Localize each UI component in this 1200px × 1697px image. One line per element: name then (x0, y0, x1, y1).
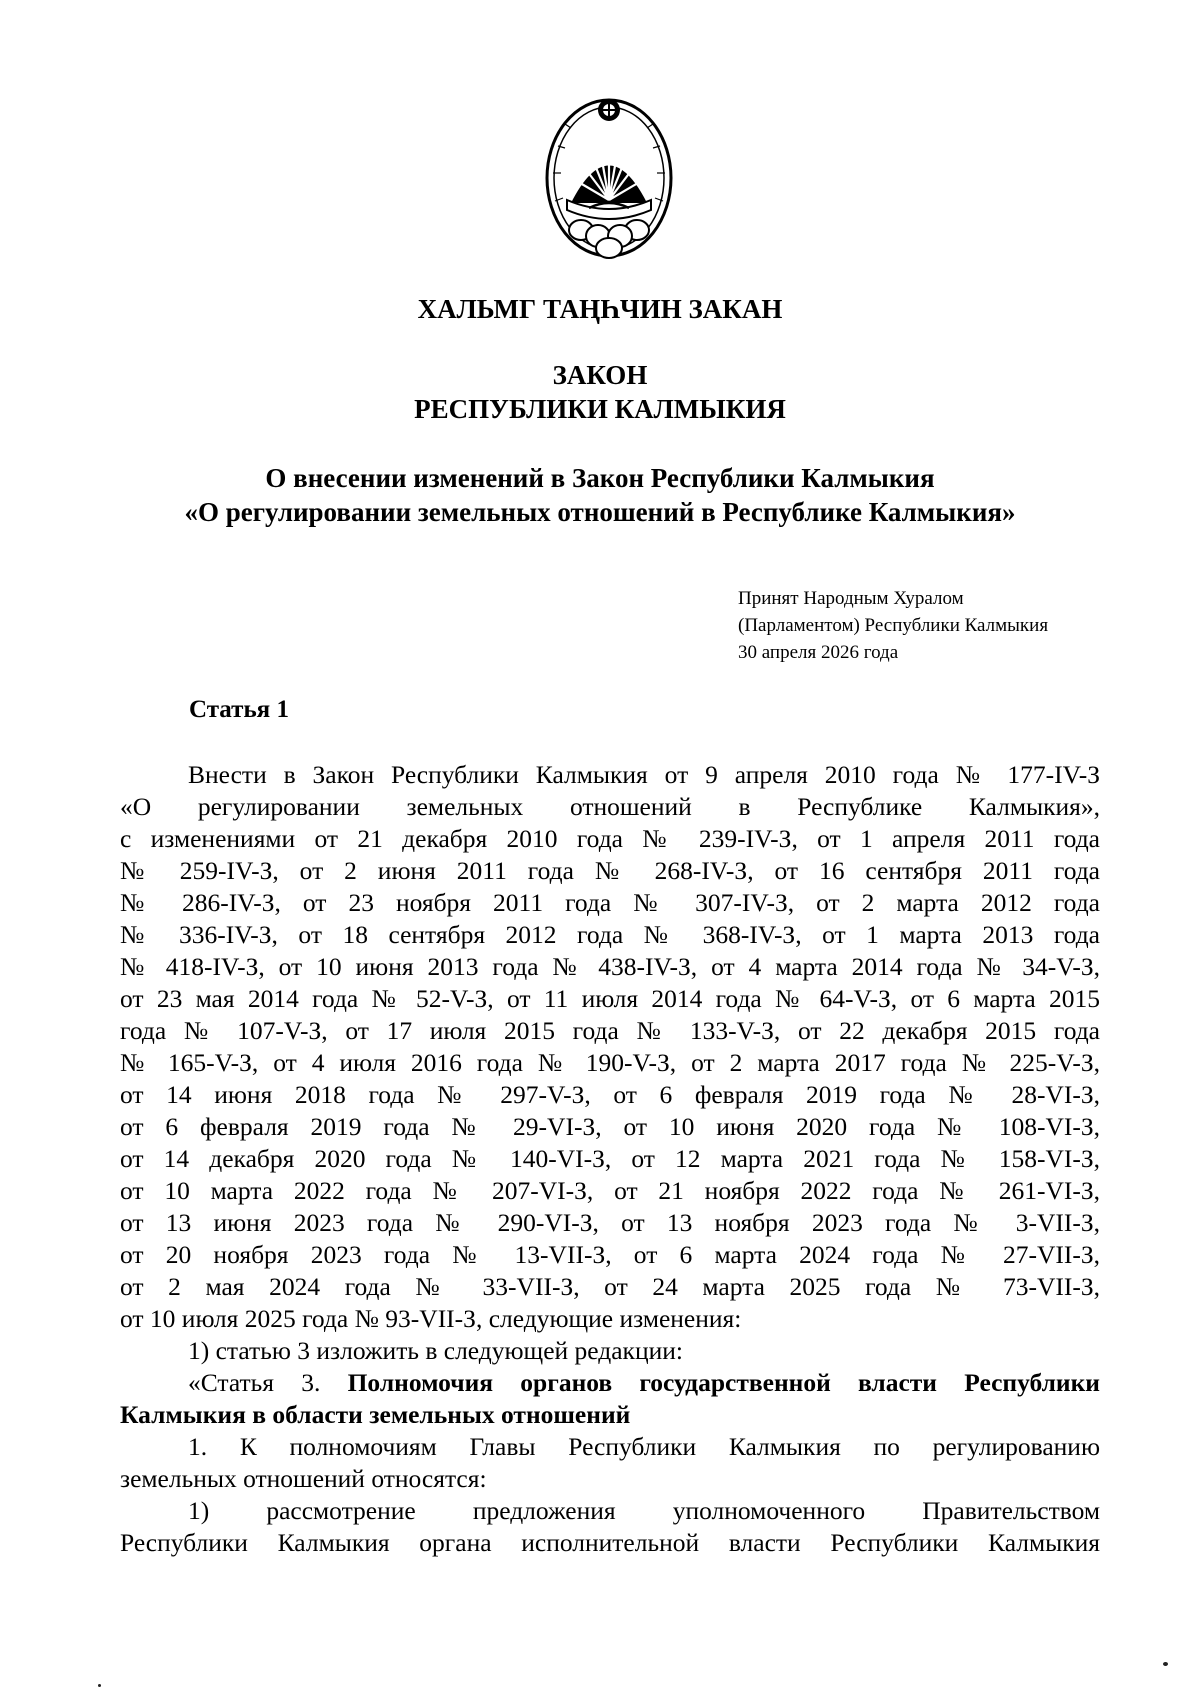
body-line: от 14 июня 2018 года № 297-V-З, от 6 февраля 2019 года № 28-VI-З, (120, 1080, 1100, 1109)
body-line: «О регулировании земельных отношений в Республике Калмыкия», (120, 792, 1100, 821)
body-line: с изменениями от 21 декабря 2010 года № 239-IV-З, от 1 апреля 2011 года (120, 824, 1100, 853)
subject-line-2: «О регулировании земельных отношений в Республике Калмыкия» (184, 497, 1016, 527)
republic-name: РЕСПУБЛИКИ КАЛМЫКИЯ (414, 394, 786, 424)
article-body (120, 759, 1100, 1559)
body-line: от 13 июня 2023 года № 290-VI-З, от 13 ноября 2023 года № 3-VII-З, (120, 1208, 1100, 1237)
kalmyk-law-title: ХАЛЬМГ ТАҢҺЧИН ЗАКАН (417, 294, 783, 324)
scan-speck (98, 1684, 101, 1687)
kalmykia-coat-of-arms-emblem (541, 88, 677, 264)
adoption-note (738, 585, 1048, 666)
article-3-prefix: «Статья 3. (188, 1368, 348, 1397)
body-line: № 418-IV-З, от 10 июня 2013 года № 438-IV-З, от 4 марта 2014 года № 34-V-З, (120, 952, 1100, 981)
body-line: № 286-IV-З, от 23 ноября 2011 года № 307-IV-З, от 2 марта 2012 года (120, 888, 1100, 917)
adoption-line-2: (Парламентом) Республики Калмыкия (738, 615, 1049, 636)
body-line: 1) статью 3 изложить в следующей редакции: (188, 1336, 683, 1365)
body-line: 1. К полномочиям Главы Республики Калмыкия по регулированию (188, 1432, 1100, 1461)
article-3-title-line-2 (120, 1399, 1100, 1431)
body-line: года № 107-V-З, от 17 июля 2015 года № 133-V-З, от 22 декабря 2015 года (120, 1016, 1100, 1045)
body-line: от 10 июля 2025 года № 93-VII-З, следующие изменения: (120, 1304, 742, 1333)
body-line: от 6 февраля 2019 года № 29-VI-З, от 10 июня 2020 года № 108-VI-З, (120, 1112, 1100, 1141)
body-line: от 10 марта 2022 года № 207-VI-З, от 21 ноября 2022 года № 261-VI-З, (120, 1176, 1100, 1205)
body-line: Внести в Закон Республики Калмыкия от 9 апреля 2010 года № 177-IV-З (188, 760, 1100, 789)
body-line: № 336-IV-З, от 18 сентября 2012 года № 368-IV-З, от 1 марта 2013 года (120, 920, 1100, 949)
law-title-block (0, 358, 1200, 426)
body-line: № 259-IV-З, от 2 июня 2011 года № 268-IV-З, от 16 сентября 2011 года (120, 856, 1100, 885)
article-3-title-line-1 (120, 1367, 1100, 1399)
article-heading: Статья 1 (189, 696, 289, 723)
subject-line-1: О внесении изменений в Закон Республики Калмыкия (265, 463, 935, 493)
body-line: земельных отношений относятся: (120, 1464, 487, 1493)
body-line: от 23 мая 2014 года № 52-V-З, от 11 июля 2014 года № 64-V-З, от 6 марта 2015 (120, 984, 1100, 1013)
body-line: от 20 ноября 2023 года № 13-VII-З, от 6 марта 2024 года № 27-VII-З, (120, 1240, 1100, 1269)
body-line: от 2 мая 2024 года № 33-VII-З, от 24 марта 2025 года № 73-VII-З, (120, 1272, 1100, 1301)
emblem-icon (541, 88, 677, 264)
adoption-date: 30 апреля 2026 года (738, 642, 899, 663)
scan-speck (1163, 1662, 1168, 1666)
law-subject (0, 461, 1200, 529)
body-line: Республики Калмыкия органа исполнительной власти Республики Калмыкия (120, 1528, 1100, 1557)
body-line: 1) рассмотрение предложения уполномоченного Правительством (188, 1496, 1100, 1525)
adoption-line-1: Принят Народным Хуралом (738, 588, 964, 609)
article-3-title-part-2: Калмыкия в области земельных отношений (120, 1400, 631, 1429)
article-3-title-part-1: Полномочия органов государственной власти Республики (347, 1368, 1101, 1397)
body-line: № 165-V-З, от 4 июля 2016 года № 190-V-З, от 2 марта 2017 года № 225-V-З, (120, 1048, 1100, 1077)
body-line: от 14 декабря 2020 года № 140-VI-З, от 12 марта 2021 года № 158-VI-З, (120, 1144, 1100, 1173)
law-word: ЗАКОН (552, 360, 648, 390)
